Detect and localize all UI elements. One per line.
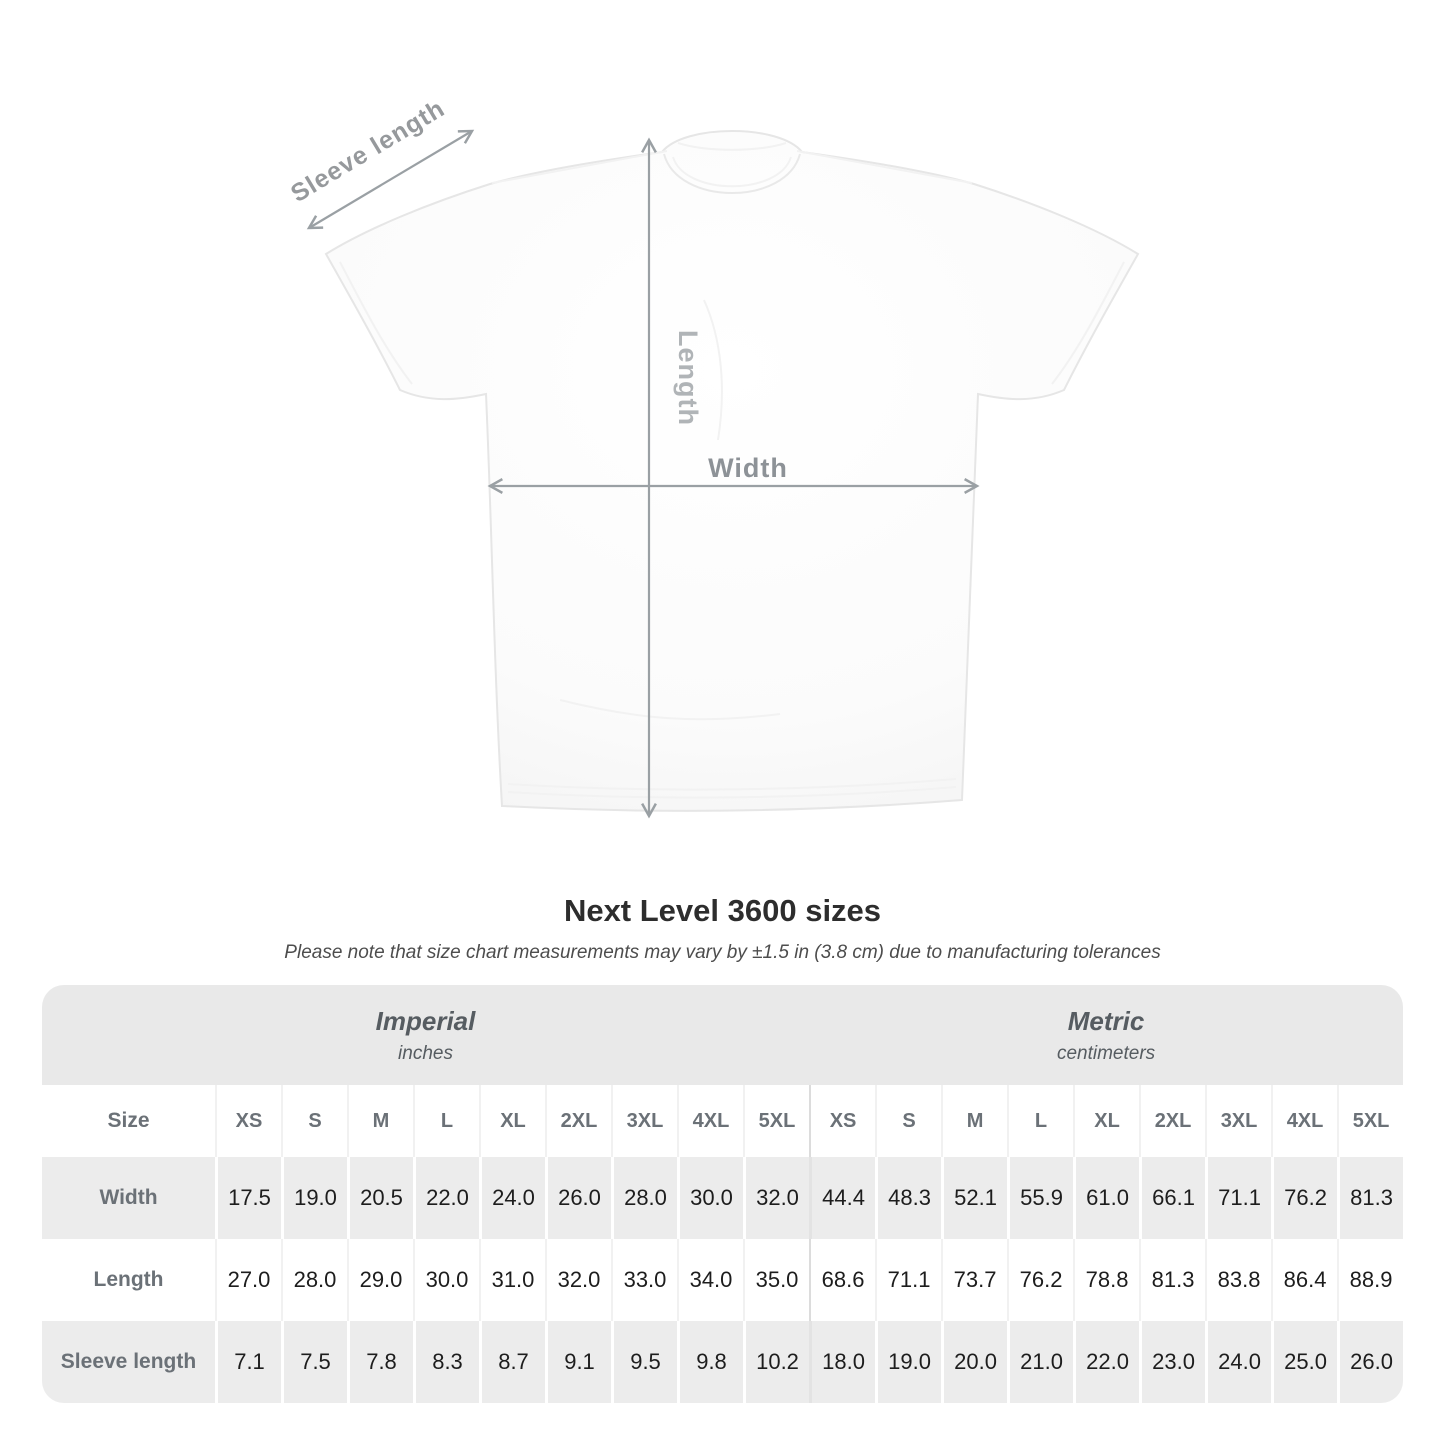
table-cell: 22.0 [1073, 1321, 1139, 1403]
table-cell: 27.0 [215, 1239, 281, 1321]
unit-section-title: Metric [1067, 1005, 1145, 1036]
table-cell: 88.9 [1337, 1239, 1403, 1321]
size-column-header: 5XL [1337, 1085, 1403, 1157]
size-column-header: L [413, 1085, 479, 1157]
table-cell: 7.5 [281, 1321, 347, 1403]
table-cell: 44.4 [809, 1157, 875, 1239]
table-cell: 78.8 [1073, 1239, 1139, 1321]
table-cell: 48.3 [875, 1157, 941, 1239]
unit-section-subtitle: centimeters [1056, 1042, 1156, 1064]
table-cell: 61.0 [1073, 1157, 1139, 1239]
table-cell: 55.9 [1007, 1157, 1073, 1239]
table-cell: 20.0 [941, 1321, 1007, 1403]
table-cell: 71.1 [875, 1239, 941, 1321]
table-cell: 66.1 [1139, 1157, 1205, 1239]
table-cell: 83.8 [1205, 1239, 1271, 1321]
page-title: Next Level 3600 sizes [563, 893, 882, 928]
unit-section-cell [42, 985, 809, 1085]
table-cell: 33.0 [611, 1239, 677, 1321]
table-cell: 20.5 [347, 1157, 413, 1239]
size-column-header: M [941, 1085, 1007, 1157]
table-cell: 86.4 [1271, 1239, 1337, 1321]
size-column-header: 3XL [611, 1085, 677, 1157]
table-cell: 29.0 [347, 1239, 413, 1321]
table-cell: 7.8 [347, 1321, 413, 1403]
length-label: Length [673, 330, 703, 426]
width-label: Width [708, 453, 788, 483]
table-cell: 32.0 [743, 1157, 809, 1239]
table-cell: 19.0 [281, 1157, 347, 1239]
table-cell: 76.2 [1007, 1239, 1073, 1321]
table-cell: 71.1 [1205, 1157, 1271, 1239]
table-cell: 26.0 [1337, 1321, 1403, 1403]
table-cell: 28.0 [611, 1157, 677, 1239]
size-column-header: M [347, 1085, 413, 1157]
table-cell: 81.3 [1337, 1157, 1403, 1239]
size-column-header: 5XL [743, 1085, 809, 1157]
size-column-label: Size [42, 1085, 215, 1157]
table-cell: 22.0 [413, 1157, 479, 1239]
size-table [42, 985, 1403, 1403]
size-column-header: XL [479, 1085, 545, 1157]
table-cell: 8.3 [413, 1321, 479, 1403]
size-header-row [42, 1085, 1403, 1157]
row-label: Length [42, 1239, 215, 1321]
table-row [42, 1157, 1403, 1239]
table-cell: 25.0 [1271, 1321, 1337, 1403]
table-cell: 9.8 [677, 1321, 743, 1403]
table-cell: 9.1 [545, 1321, 611, 1403]
size-table-grid [42, 985, 1403, 1403]
sleeve-length-label: Sleeve length [286, 94, 450, 208]
row-label: Width [42, 1157, 215, 1239]
table-cell: 21.0 [1007, 1321, 1073, 1403]
table-cell: 24.0 [479, 1157, 545, 1239]
size-column-header: 2XL [1139, 1085, 1205, 1157]
table-cell: 73.7 [941, 1239, 1007, 1321]
size-column-header: XS [809, 1085, 875, 1157]
unit-section-cell [809, 985, 1403, 1085]
size-column-header: 4XL [677, 1085, 743, 1157]
table-cell: 28.0 [281, 1239, 347, 1321]
size-column-header: L [1007, 1085, 1073, 1157]
row-label: Sleeve length [42, 1321, 215, 1403]
units-header-row [42, 985, 1403, 1085]
table-cell: 7.1 [215, 1321, 281, 1403]
table-cell: 31.0 [479, 1239, 545, 1321]
table-cell: 17.5 [215, 1157, 281, 1239]
table-cell: 8.7 [479, 1321, 545, 1403]
table-cell: 35.0 [743, 1239, 809, 1321]
size-column-header: XL [1073, 1085, 1139, 1157]
table-cell: 34.0 [677, 1239, 743, 1321]
size-column-header: 4XL [1271, 1085, 1337, 1157]
table-row [42, 1321, 1403, 1403]
table-cell: 32.0 [545, 1239, 611, 1321]
size-column-header: S [281, 1085, 347, 1157]
table-cell: 52.1 [941, 1157, 1007, 1239]
size-column-header: 3XL [1205, 1085, 1271, 1157]
size-column-header: XS [215, 1085, 281, 1157]
table-cell: 9.5 [611, 1321, 677, 1403]
table-row [42, 1239, 1403, 1321]
table-cell: 76.2 [1271, 1157, 1337, 1239]
table-cell: 26.0 [545, 1157, 611, 1239]
size-column-header: 2XL [545, 1085, 611, 1157]
table-cell: 30.0 [413, 1239, 479, 1321]
table-cell: 19.0 [875, 1321, 941, 1403]
table-cell: 10.2 [743, 1321, 809, 1403]
tolerance-note: Please note that size chart measurements may vary by ±1.5 in (3.8 cm) due to manufacturing tolerances [284, 942, 1161, 963]
table-cell: 23.0 [1139, 1321, 1205, 1403]
size-column-header: S [875, 1085, 941, 1157]
unit-section-title: Imperial [375, 1005, 476, 1036]
table-cell: 18.0 [809, 1321, 875, 1403]
table-cell: 68.6 [809, 1239, 875, 1321]
unit-section-subtitle: inches [398, 1042, 453, 1064]
table-cell: 24.0 [1205, 1321, 1271, 1403]
table-cell: 81.3 [1139, 1239, 1205, 1321]
table-cell: 30.0 [677, 1157, 743, 1239]
